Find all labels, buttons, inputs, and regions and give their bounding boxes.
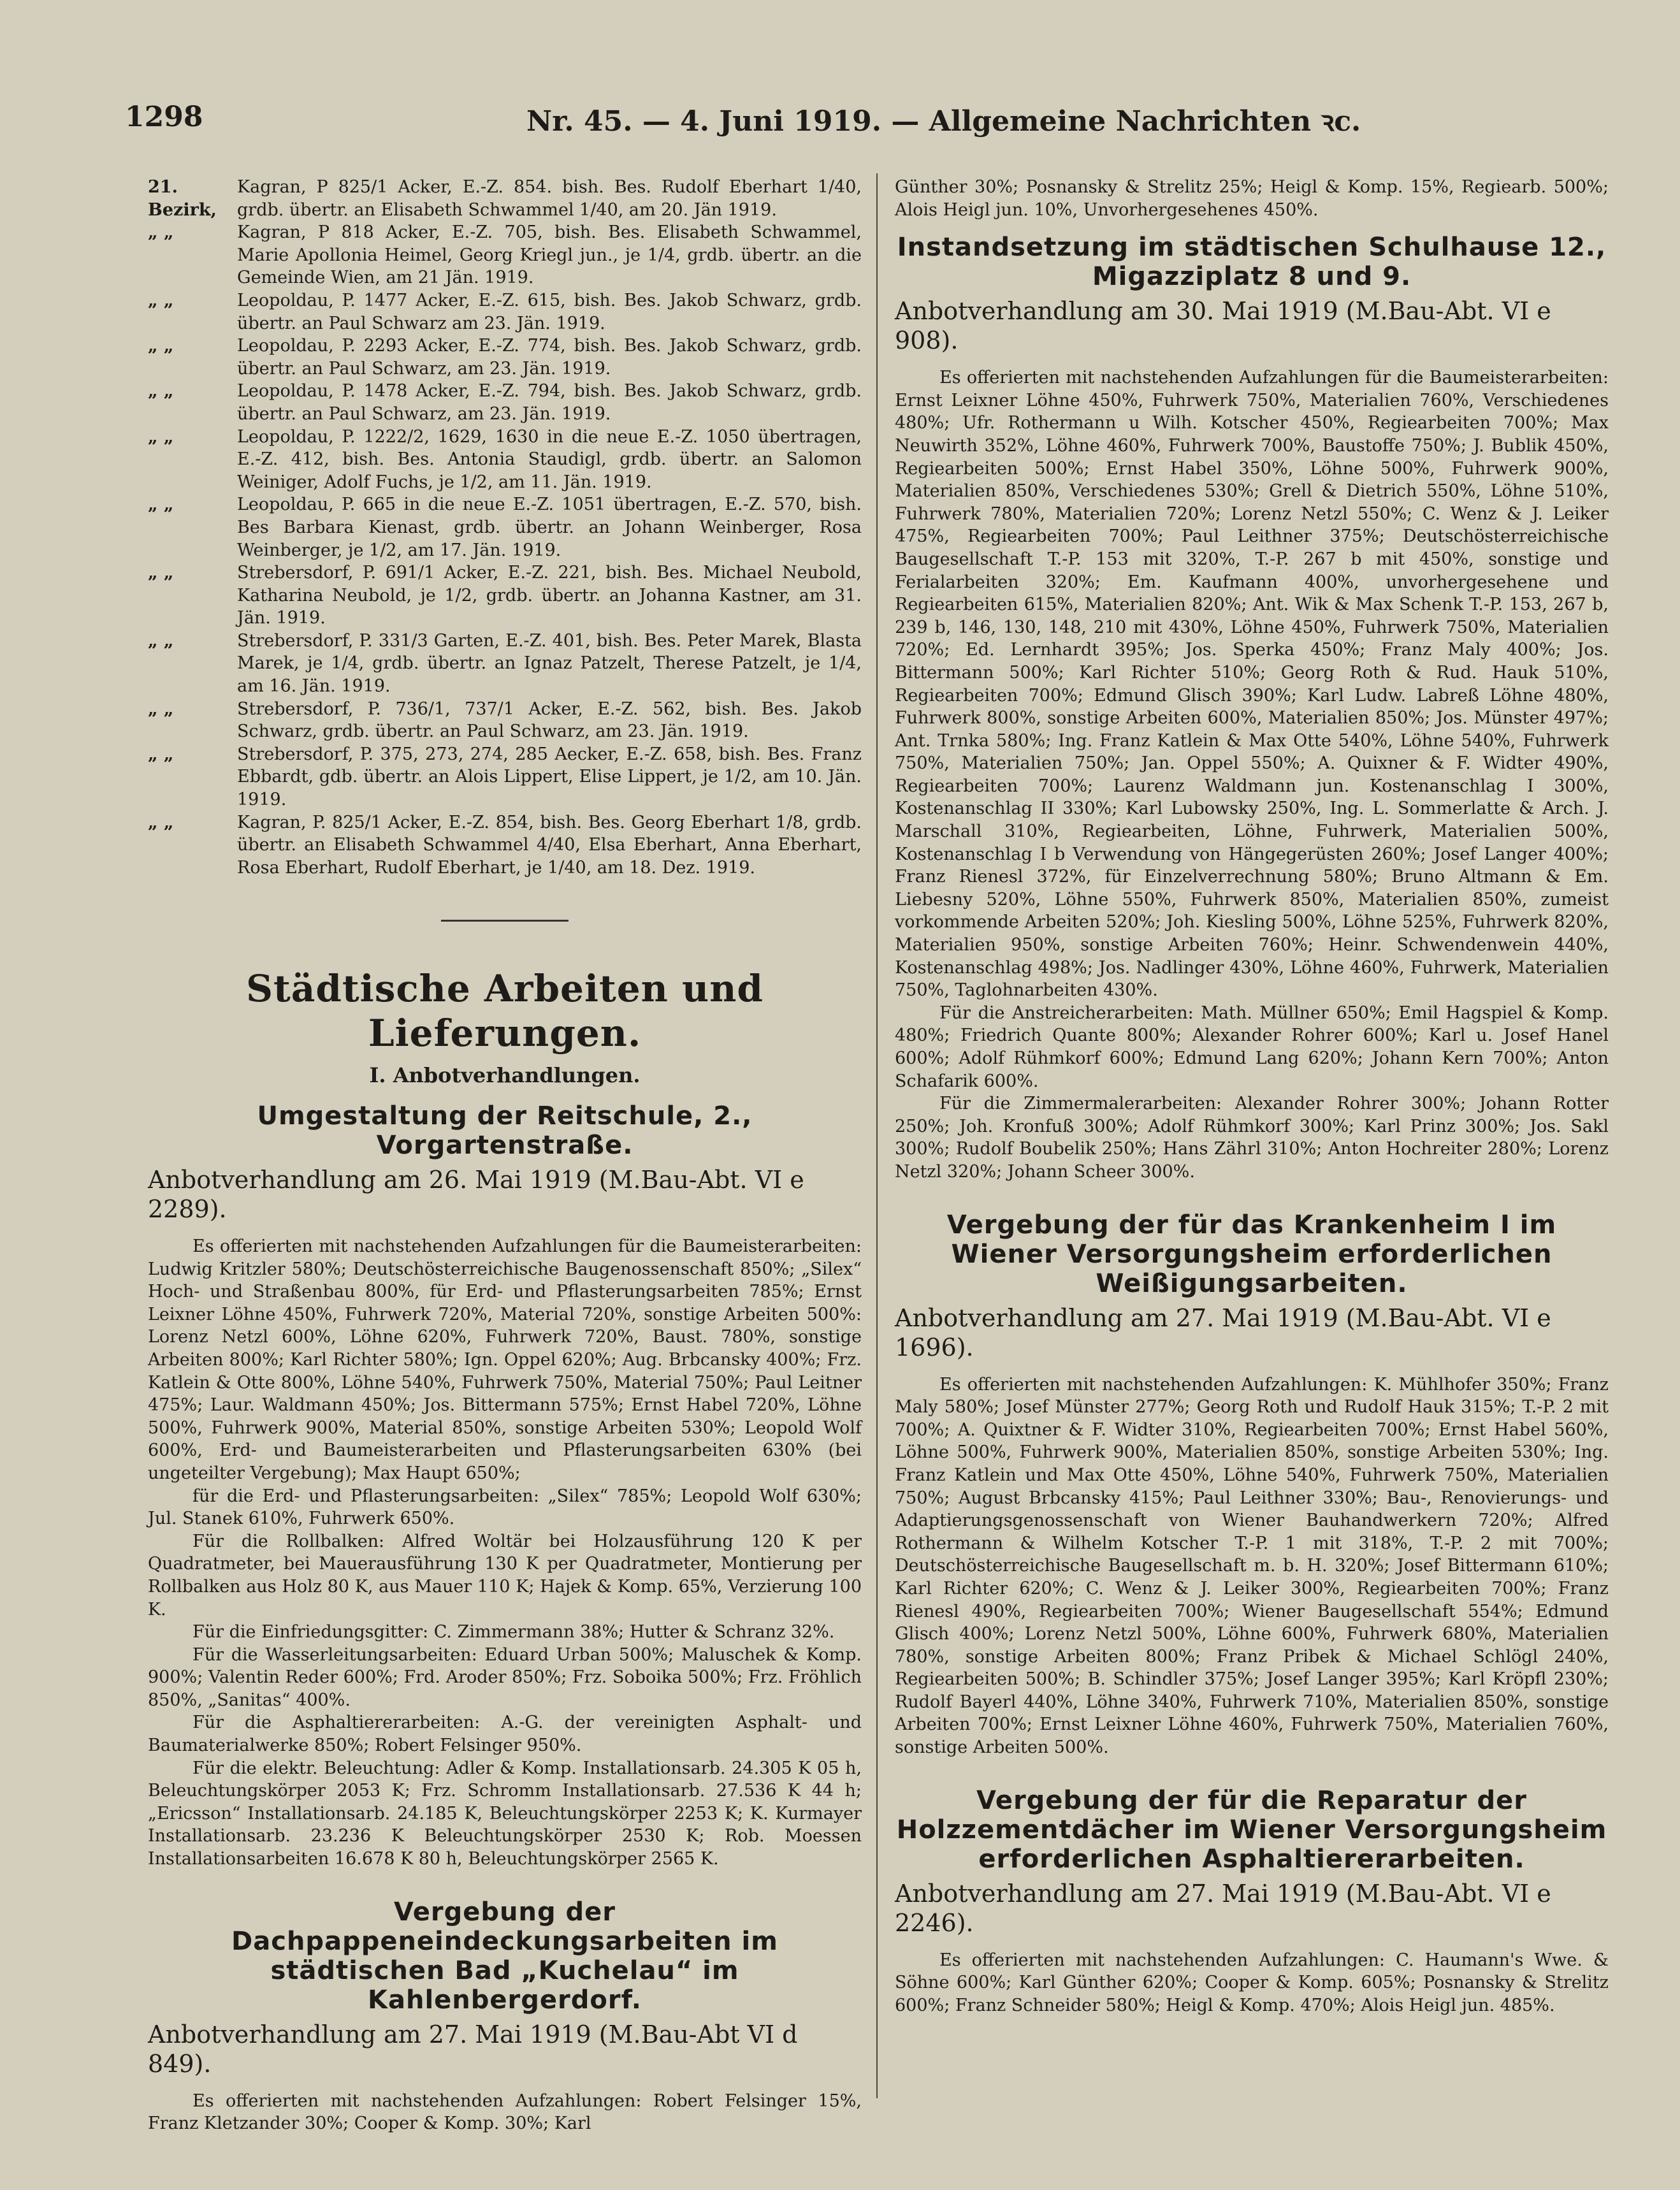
section-title: Städtische Arbeiten und Lieferungen. [246,967,764,1055]
register-text: Leopoldau, P. 1477 Acker, E.-Z. 615, bish. Bes. Jakob Schwarz, grdb. übertr. an Paul Schwarz am 23. Jän. 1919. [237,290,862,333]
article-heading: Vergebung der Dachpappeneindeckungsarbeiten im städtischen Bad „Kuchelau“ im Kahlenbergerdorf. [231,1897,778,2015]
register-entry [148,493,862,562]
article-paragraph: Es offerierten mit nachstehenden Aufzahlungen: K. Mühlhofer 350%; Franz Maly 580%; Josef Münster 277%; Georg Roth und Rudolf Hauk 315%; T.-P. 2 mit 700%; A. Quixtner & F. Widter 310%, Regiearbeiten 700%; Ernst Habel 560%, Löhne 500%, Fuhrwerk 900%, Materialien 850%, sonstige Arbeiten 530%; Ing. Franz Katlein und Max Otte 450%, Löhne 540%, Fuhrwerk 750%, Materialien 750%; August Brbcansky 415%; Paul Leithner 330%; Bau-, Renovierungs- und Adaptierungsgenossenschaft von Wiener Bauhandwerkern 720%; Alfred Rothermann & Wilhelm Kotscher T.-P. 1 mit 318%, T.-P. 2 mit 700%; Deutschösterreichische Baugesellschaft m. b. H. 320%; Josef Bittermann 610%; Karl Richter 620%; C. Wenz & J. Leiker 300%, Regiearbeiten 700%; Franz Rienesl 490%, Regiearbeiten 700%; Wiener Baugesellschaft 554%; Edmund Glisch 400%; Lorenz Netzl 500%, Löhne 600%, Fuhrwerk 680%, Materialien 780%, sonstige Arbeiten 800%; Franz Pribek & Michael Schlögl 240%, Regiearbeiten 500%; B. Schindler 375%; Josef Langer 395%; Karl Kröpfl 230%; Rudolf Bayerl 440%, Löhne 340%, Fuhrwerk 710%, Materialien 850%, sonstige Arbeiten 700%; Ernst Leixner Löhne 460%, Fuhrwerk 750%, Materialien 760%, sonstige Arbeiten 500%. [895,1374,1609,1758]
left-articles [148,1101,862,2150]
article-spacer [148,2135,862,2150]
article-subheading: Anbotverhandlung am 30. Mai 1919 (M.Bau-Abt. VI e 908). [895,297,1551,355]
section-divider [441,920,568,922]
register-entry [148,743,862,811]
article-heading: Instandsetzung im städtischen Schulhause 12., Migazziplatz 8 und 9. [897,233,1607,292]
register-entry [148,562,862,630]
register-entry [148,698,862,743]
article-paragraph: Für die Asphaltiererarbeiten: A.-G. der vereinigten Asphalt- und Baumaterialwerke 850%; Robert Felsinger 950%. [148,1713,862,1756]
continued-text: Günther 30%; Posnansky & Strelitz 25%; Heigl & Komp. 15%, Regiearb. 500%; Alois Heigl jun. 10%, Unvorhergesehenes 450%. [895,177,1609,220]
left-column [148,176,862,2150]
article-spacer [895,2017,1609,2032]
article [895,1786,1609,2033]
register-text: Leopoldau, P. 1478 Acker, E.-Z. 794, bish. Bes. Jakob Schwarz, grdb. übertr. an Paul Schwarz, am 23. Jän. 1919. [237,381,862,424]
register-district: „ „ [148,699,174,719]
article-paragraph: Für die Zimmermalerarbeiten: Alexander Rohrer 300%; Johann Rotter 250%; Joh. Kronfuß 300%; Adolf Rühmkorf 300%; Karl Prinz 300%; Jos. Sakl 300%; Rudolf Boubelik 250%; Hans Zährl 310%; Anton Hochreiter 280%; Lorenz Netzl 320%; Johann Scheer 300%. [895,1094,1609,1182]
article-heading: Vergebung der für das Krankenheim I im Wiener Versorgungsheim erforderlichen Weißigungsarbeiten. [946,1210,1557,1298]
register-text: Leopoldau, P. 1222/2, 1629, 1630 in die neue E.-Z. 1050 übertragen, E.-Z. 412, bish. Bes. Antonia Staudigl, grdb. übertr. an Salomon Weiniger, Adolf Fuchs, je 1/2, am 11. Jän. 1919. [237,426,862,492]
register-entry [148,289,862,335]
register-text: Strebersdorf, P. 736/1, 737/1 Acker, E.-Z. 562, bish. Bes. Jakob Schwarz, grdb. übertr. an Paul Schwarz, am 23. Jän. 1919. [237,699,862,742]
article [148,1101,862,1886]
right-column [895,176,1609,2032]
page-header [125,101,1597,145]
register-entry [148,380,862,425]
register-entry [148,630,862,698]
article-paragraph: Für die Anstreicherarbeiten: Math. Müllner 650%; Emil Hagspiel & Komp. 480%; Friedrich Quante 800%; Alexander Rohrer 600%; Karl u. Josef Hanel 600%; Adolf Rühmkorf 600%; Edmund Lang 620%; Johann Kern 700%; Anton Schafarik 600%. [895,1003,1609,1091]
register-text: Leopoldau, P. 665 in die neue E.-Z. 1051 übertragen, E.-Z. 570, bish. Bes Barbara Kienast, grdb. übertr. an Johann Weinberger, Rosa Weinberger, je 1/2, am 17. Jän. 1919. [237,495,862,560]
register-district: „ „ [148,336,174,356]
register-text: Leopoldau, P. 2293 Acker, E.-Z. 774, bish. Bes. Jakob Schwarz, grdb. übertr. an Paul Schwarz, am 23. Jän. 1919. [237,336,862,379]
register-district: „ „ [148,812,174,832]
article-subheading: Anbotverhandlung am 27. Mai 1919 (M.Bau-Abt VI d 849). [148,2020,798,2078]
article [895,1210,1609,1774]
article-spacer [895,1184,1609,1199]
article-heading: Umgestaltung der Reitschule, 2., Vorgartenstraße. [257,1101,753,1160]
register-text: Strebersdorf, P. 331/3 Garten, E.-Z. 401, bish. Bes. Peter Marek, Blasta Marek, je 1/4, grdb. übertr. an Ignaz Patzelt, Therese Patzelt, je 1/4, am 16. Jän. 1919. [237,630,862,697]
article-paragraph: Für die Einfriedungsgitter: C. Zimmermann 38%; Hutter & Schranz 32%. [192,1622,835,1642]
register-text: Kagran, P. 825/1 Acker, E.-Z. 854, bish. Bes. Georg Eberhart 1/8, grdb. übertr. an Elisabeth Schwammel 4/40, Elsa Eberhart, Anna Eberhart, Rosa Eberhart, Rudolf Eberhart, je 1/40, am 18. Dez. 1919. [237,812,862,878]
register-entry [148,811,862,880]
article-spacer [895,1759,1609,1774]
article-paragraph: Es offerierten mit nachstehenden Aufzahlungen: Robert Felsinger 15%, Franz Kletzander 30%; Cooper & Komp. 30%; Karl [148,2091,862,2134]
article-paragraph: für die Erd- und Pflasterungsarbeiten: „Silex“ 785%; Leopold Wolf 630%; Jul. Stanek 610%, Fuhrwerk 650%. [148,1486,862,1529]
running-head: Nr. 45. — 4. Juni 1919. — Allgemeine Nachrichten ꝛc. [526,105,1361,138]
article-subheading: Anbotverhandlung am 27. Mai 1919 (M.Bau-Abt. VI e 2246). [895,1879,1551,1937]
register-district: „ „ [148,495,174,515]
register-district: „ „ [148,744,174,764]
register-district: „ „ [148,222,174,243]
article-paragraph: Es offerierten mit nachstehenden Aufzahlungen für die Baumeisterarbeiten: Ernst Leixner Löhne 450%, Fuhrwerk 750%, Materialien 760%, Verschiedenes 480%; Ufr. Rothermann u Wilh. Kotscher 450%, Regiearbeiten 700%; Max Neuwirth 352%, Löhne 460%, Fuhrwerk 700%, Baustoffe 750%; J. Bublik 450%, Regiearbeiten 500%; Ernst Habel 350%, Löhne 500%, Fuhrwerk 900%, Materialien 850%, Verschiedenes 530%; Grell & Dietrich 550%, Löhne 510%, Fuhrwerk 780%, Materialien 720%; Lorenz Netzl 550%; C. Wenz & J. Leiker 475%, Regiearbeiten 700%; Paul Leithner 375%; Deutschösterreichische Baugesellschaft T.-P. 153 mit 320%, T.-P. 267 b mit 450%, sonstige und Ferialarbeiten 320%; Em. Kaufmann 400%, unvorhergesehene und Regiearbeiten 615%, Materialien 820%; Ant. Wik & Max Schenk T.-P. 153, 267 b, 239 b, 146, 130, 148, 210 mit 430%, Löhne 450%, Fuhrwerk 750%, Materialien 720%; Ed. Lernhardt 395%; Jos. Sperka 450%; Franz Maly 400%; Jos. Bittermann 500%; Karl Richter 510%; Georg Roth & Rud. Hauk 510%, Regiearbeiten 700%; Edmund Glisch 390%; Karl Ludw. Labreß Löhne 480%, Fuhrwerk 800%, sonstige Arbeiten 600%, Materialien 850%; Jos. Münster 497%; Ant. Trnka 580%; Ing. Franz Katlein & Max Otte 540%, Löhne 540%, Fuhrwerk 750%, Materialien 750%; Jan. Oppel 550%; A. Quixner & F. Widter 490%, Regiearbeiten 700%; Laurenz Waldmann jun. Kostenanschlag I 300%, Kostenanschlag II 330%; Karl Lubowsky 250%, Ing. L. Sommerlatte & Arch. J. Marschall 310%, Regiearbeiten, Löhne, Fuhrwerk, Materialien 500%, Kostenanschlag I b Verwendung von Hängegerüsten 260%; Josef Langer 400%; Franz Rienesl 372%, für Einzelverrechnung 580%; Bruno Altmann & Em. Liebesny 520%, Löhne 550%, Fuhrwerk 850%, Materialien 850%, zumeist vorkommende Arbeiten 520%; Joh. Kiesling 500%, Löhne 525%, Fuhrwerk 820%, Materialien 950%, sonstige Arbeiten 760%; Heinr. Schwendenwein 440%, Kostenanschlag 498%; Jos. Nadlinger 430%, Löhne 460%, Fuhrwerk, Materialien 750%, Taglohnarbeiten 430%. [895,368,1609,1001]
register-text: Kagran, P 825/1 Acker, E.-Z. 854. bish. Bes. Rudolf Eberhart 1/40, grdb. übertr. an Elisabeth Schwammel 1/40, am 20. Jän 1919. [237,177,862,220]
register-entry [148,221,862,289]
article-paragraph: Für die Wasserleitungsarbeiten: Eduard Urban 500%; Maluschek & Komp. 900%; Valentin Reder 600%; Frd. Aroder 850%; Frz. Soboika 500%; Frz. Fröhlich 850%, „Sanitas“ 400%. [148,1644,862,1710]
article-paragraph: Es offerierten mit nachstehenden Aufzahlungen: C. Haumann's Wwe. & Söhne 600%; Karl Günther 620%; Cooper & Komp. 605%; Posnansky & Strelitz 600%; Franz Schneider 580%; Heigl & Komp. 470%; Alois Heigl jun. 485%. [895,1950,1609,2015]
register-text: Strebersdorf, P. 375, 273, 274, 285 Aecker, E.-Z. 658, bish. Bes. Franz Ebbardt, gdb. übertr. an Alois Lippert, Elise Lippert, je 1/2, am 10. Jän. 1919. [237,744,862,810]
right-articles [895,233,1609,2032]
article-spacer [148,1871,862,1886]
page-number: 1298 [125,101,203,133]
register-district: „ „ [148,290,174,310]
register-entry [148,426,862,494]
register-entry [148,335,862,380]
register-text: Strebersdorf, P. 691/1 Acker, E.-Z. 221, bish. Bes. Michael Neubold, Katharina Neubold, je 1/2, grdb. übertr. an Johanna Kastner, am 31. Jän. 1919. [237,563,862,628]
register-district: „ „ [148,563,174,583]
article-paragraph: Es offerierten mit nachstehenden Aufzahlungen für die Baumeisterarbeiten: Ludwig Kritzler 580%; Deutschösterreichische Baugenossenschaft 850%; „Silex“ Hoch- und Straßenbau 800%, für Erd- und Pflasterungsarbeiten 785%; Ernst Leixner Löhne 450%, Fuhrwerk 720%, Material 720%, sonstige Arbeiten 500%: Lorenz Netzl 600%, Löhne 620%, Fuhrwerk 720%, Baust. 780%, sonstige Arbeiten 800%; Karl Richter 580%; Ign. Oppel 620%; Aug. Brbcansky 400%; Frz. Katlein & Otte 800%, Löhne 540%, Fuhrwerk 750%, Material 750%; Paul Leitner 475%; Laur. Waldmann 450%; Jos. Bittermann 575%; Ernst Habel 720%, Löhne 500%, Fuhrwerk 900%, Material 850%, sonstige Arbeiten 530%; Leopold Wolf 600%, Erd- und Baumeisterarbeiten und Pflasterungsarbeiten 630% (bei ungeteilter Vergebung); Max Haupt 650%; [148,1236,862,1483]
article-heading: Vergebung der für die Reparatur der Holzzementdächer im Wiener Versorgungsheim erforderlichen Asphaltiererarbeiten. [896,1785,1607,1874]
article [148,1897,862,2150]
register-district: „ „ [148,630,174,651]
article [895,233,1609,1198]
column-divider [876,173,878,2098]
register-district: 21. Bezirk, [148,177,217,220]
article-subheading: Anbotverhandlung am 26. Mai 1919 (M.Bau-Abt. VI e 2289). [148,1166,804,1223]
article-paragraph: Für die elektr. Beleuchtung: Adler & Komp. Installationsarb. 24.305 K 05 h, Beleuchtungskörper 2053 K; Frz. Schromm Installationsarb. 27.536 K 44 h; „Ericsson“ Installationsarb. 24.185 K, Beleuchtungskörper 2253 K; K. Kurmayer Installationsarb. 23.236 K Beleuchtungskörper 2530 K; Rob. Moessen Installationsarbeiten 16.678 K 80 h, Beleuchtungskörper 2565 K. [148,1758,862,1869]
article-paragraph: Für die Rollbalken: Alfred Woltär bei Holzausführung 120 K per Quadratmeter, bei Mauerausführung 130 K per Quadratmeter, Montierung per Rollbalken aus Holz 80 K, aus Mauer 110 K; Hajek & Komp. 65%, Verzierung 100 K. [148,1531,862,1620]
register-district: „ „ [148,381,174,402]
register-text: Kagran, P 818 Acker, E.-Z. 705, bish. Bes. Elisabeth Schwammel, Marie Apollonia Heimel, Georg Kriegl jun., je 1/4, grdb. übertr. an die Gemeinde Wien, am 21 Jän. 1919. [237,222,862,288]
register-entry [148,176,862,221]
article-subheading: Anbotverhandlung am 27. Mai 1919 (M.Bau-Abt. VI e 1696). [895,1303,1551,1361]
register-district: „ „ [148,426,174,447]
subsection-title: I. Anbotverhandlungen. [369,1063,641,1088]
land-register-list [148,176,862,879]
